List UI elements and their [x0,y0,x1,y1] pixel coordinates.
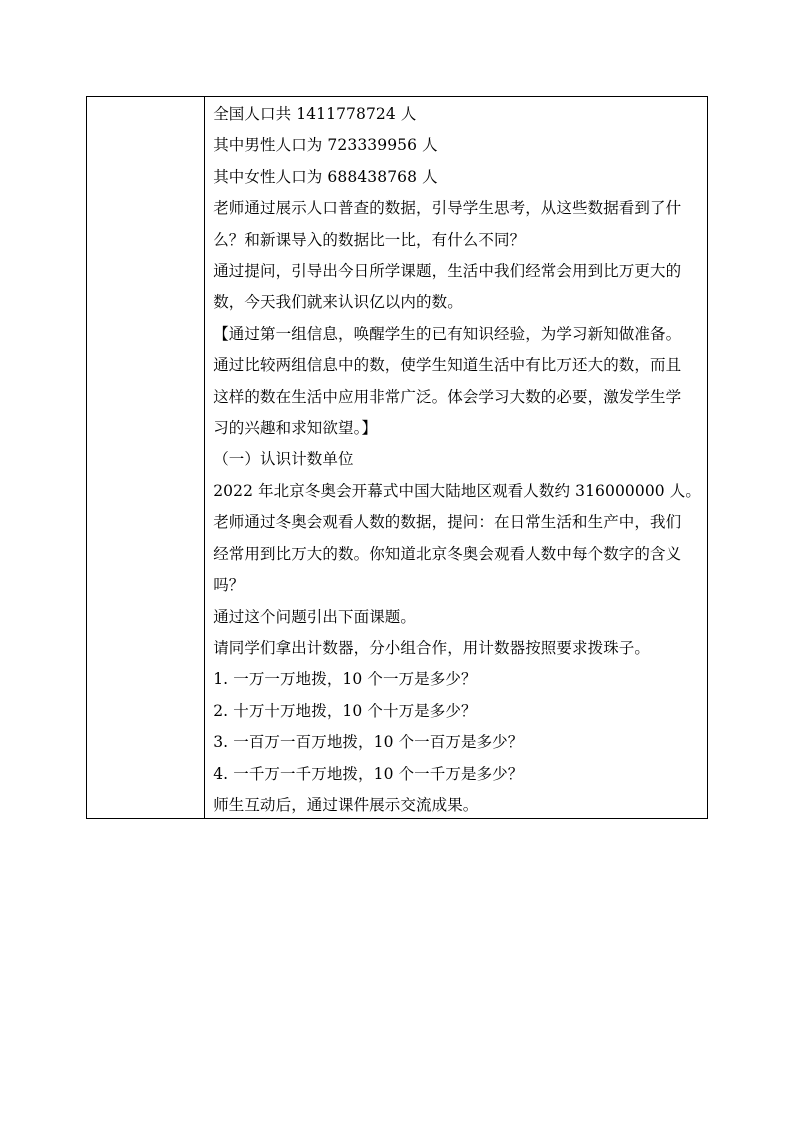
lesson-table [86,96,708,819]
list-item: 3. 一百万一百万地拨，10 个一百万是多少？ [213,733,524,752]
text-line: 【通过第一组信息，唤醒学生的已有知识经验，为学习新知做准备。 [213,324,682,343]
section-heading: （一）认识计数单位 [213,450,354,469]
text-line: 通过提问，引导出今日所学课题，生活中我们经常会用到比万更大的 [213,262,682,281]
text-line: 请同学们拿出计数器，分小组合作，用计数器按照要求拨珠子。 [213,638,651,657]
text-line: 老师通过展示人口普查的数据，引导学生思考，从这些数据看到了什 [213,199,682,218]
text-line: 通过这个问题引出下面课题。 [213,607,417,626]
text-line: 通过比较两组信息中的数，使学生知道生活中有比万还大的数，而且 [213,356,682,375]
table-content-cell [205,97,707,818]
text-line: 其中男性人口为 723339956 人 [213,136,438,155]
text-line: 么？和新课导入的数据比一比，有什么不同？ [213,230,526,249]
text-line: 经常用到比万大的数。你知道北京冬奥会观看人数中每个数字的含义 [213,544,682,563]
text-line: 习的兴趣和求知欲望。】 [213,419,378,438]
list-item: 1. 一万一万地拨，10 个一万是多少？ [213,670,477,689]
text-line: 2022 年北京冬奥会开幕式中国大陆地区观看人数约 316000000 人。 [213,481,701,500]
text-line: 师生互动后，通过课件展示交流成果。 [213,795,479,814]
text-line: 吗？ [213,576,245,595]
text-line: 其中女性人口为 688438768 人 [213,167,438,186]
text-line: 全国人口共 1411778724 人 [213,105,417,123]
text-line: 数，今天我们就来认识亿以内的数。 [213,293,463,312]
list-item: 2. 十万十万地拨，10 个十万是多少？ [213,701,477,720]
text-line: 这样的数在生活中应用非常广泛。体会学习大数的必要，激发学生学 [213,387,682,406]
text-line: 老师通过冬奥会观看人数的数据，提问：在日常生活和生产中，我们 [213,513,682,532]
list-item: 4. 一千万一千万地拨，10 个一千万是多少？ [213,764,524,783]
table-left-cell [87,97,205,818]
